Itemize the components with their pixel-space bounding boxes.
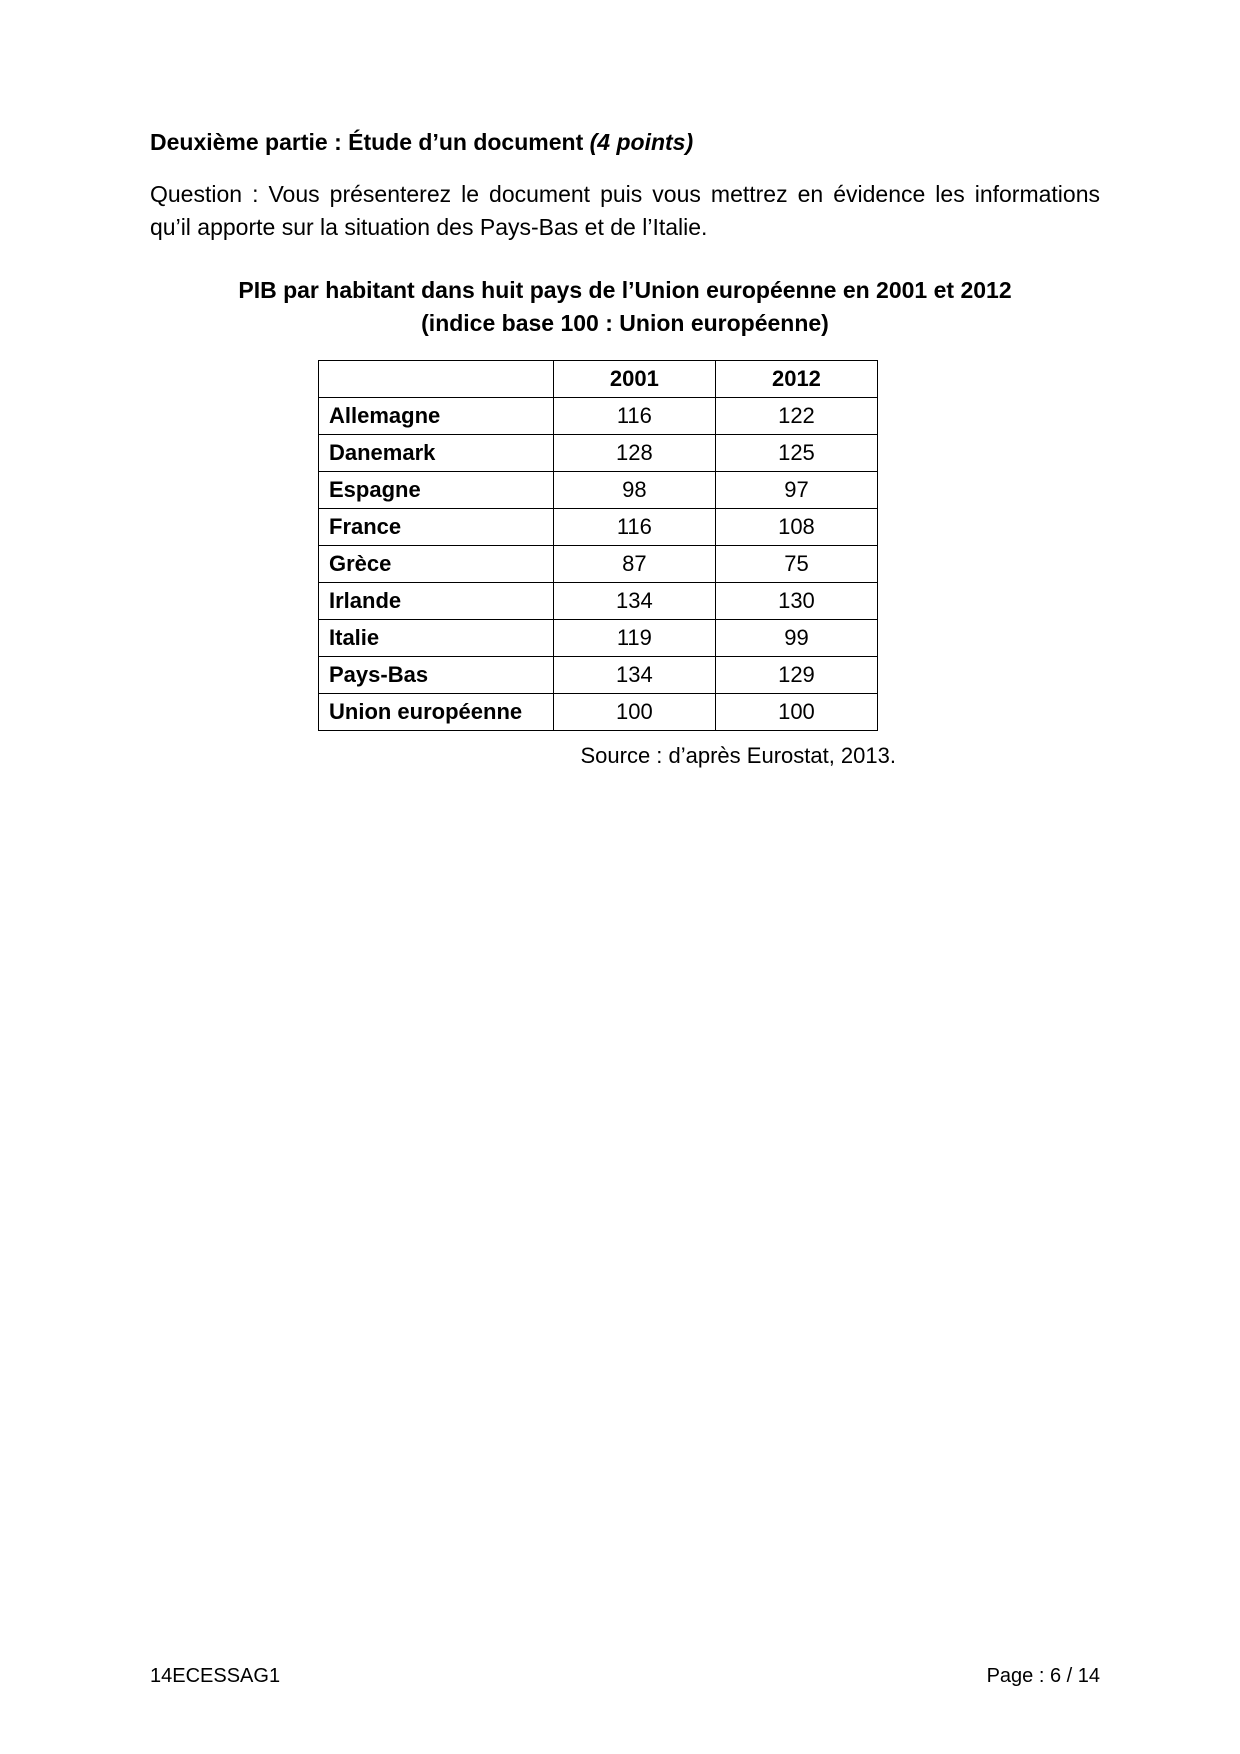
country-cell: Allemagne bbox=[319, 397, 554, 434]
question-text: Question : Vous présenterez le document puis vous mettrez en évidence les informations qu’il apporte sur la situation des Pays-Bas et de l’Italie. bbox=[150, 180, 1100, 240]
table-corner-cell bbox=[319, 360, 554, 397]
value-2001-cell: 119 bbox=[553, 619, 715, 656]
page-footer bbox=[150, 1665, 1100, 1688]
table-row bbox=[319, 619, 878, 656]
country-cell: Union européenne bbox=[319, 693, 554, 730]
table-row bbox=[319, 434, 878, 471]
section-points: (4 points) bbox=[589, 129, 694, 155]
table-row bbox=[319, 471, 878, 508]
table-header-row bbox=[319, 360, 878, 397]
value-2012-cell: 122 bbox=[715, 397, 877, 434]
value-2012-cell: 129 bbox=[715, 656, 877, 693]
table-source: Source : d’après Eurostat, 2013. bbox=[580, 742, 896, 768]
value-2001-cell: 98 bbox=[553, 471, 715, 508]
page-content bbox=[150, 128, 1100, 769]
table-title-line1: PIB par habitant dans huit pays de l’Union européenne en 2001 et 2012 bbox=[238, 276, 1012, 303]
value-2001-cell: 134 bbox=[553, 582, 715, 619]
value-2012-cell: 108 bbox=[715, 508, 877, 545]
table-row bbox=[319, 693, 878, 730]
country-cell: Espagne bbox=[319, 471, 554, 508]
table-row bbox=[319, 397, 878, 434]
value-2001-cell: 87 bbox=[553, 545, 715, 582]
table-wrapper bbox=[318, 360, 878, 731]
value-2001-cell: 128 bbox=[553, 434, 715, 471]
table-title-line2: (indice base 100 : Union européenne) bbox=[421, 309, 829, 336]
column-header-2012: 2012 bbox=[715, 360, 877, 397]
document-code: 14ECESSAG1 bbox=[150, 1665, 281, 1687]
value-2001-cell: 100 bbox=[553, 693, 715, 730]
value-2012-cell: 97 bbox=[715, 471, 877, 508]
table-row bbox=[319, 545, 878, 582]
value-2001-cell: 116 bbox=[553, 397, 715, 434]
column-header-2001: 2001 bbox=[553, 360, 715, 397]
country-cell: Pays-Bas bbox=[319, 656, 554, 693]
value-2012-cell: 75 bbox=[715, 545, 877, 582]
table-row bbox=[319, 656, 878, 693]
table-row bbox=[319, 508, 878, 545]
table-title bbox=[150, 274, 1100, 340]
page-number: Page : 6 / 14 bbox=[986, 1665, 1100, 1687]
country-cell: France bbox=[319, 508, 554, 545]
value-2012-cell: 130 bbox=[715, 582, 877, 619]
section-heading-text: Deuxième partie : Étude d’un document bbox=[150, 129, 584, 155]
country-cell: Irlande bbox=[319, 582, 554, 619]
country-cell: Italie bbox=[319, 619, 554, 656]
country-cell: Grèce bbox=[319, 545, 554, 582]
value-2012-cell: 100 bbox=[715, 693, 877, 730]
value-2001-cell: 134 bbox=[553, 656, 715, 693]
country-cell: Danemark bbox=[319, 434, 554, 471]
value-2001-cell: 116 bbox=[553, 508, 715, 545]
table-row bbox=[319, 582, 878, 619]
gdp-table bbox=[318, 360, 878, 731]
value-2012-cell: 125 bbox=[715, 434, 877, 471]
value-2012-cell: 99 bbox=[715, 619, 877, 656]
table-body bbox=[319, 397, 878, 730]
section-heading bbox=[150, 128, 1100, 158]
